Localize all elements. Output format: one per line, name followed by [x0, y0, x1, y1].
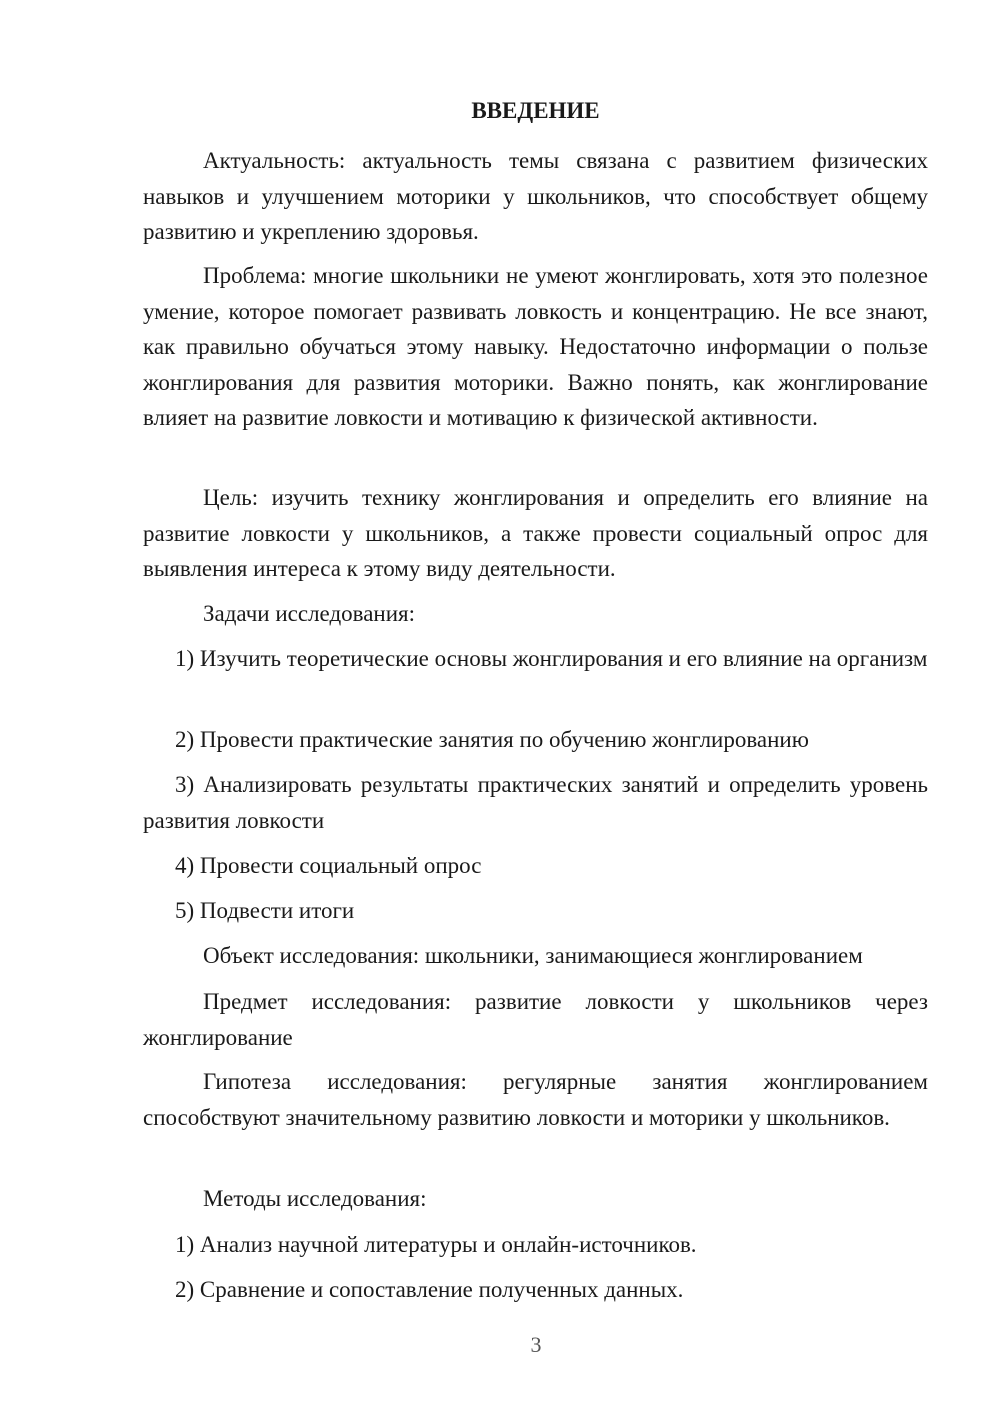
paragraph-object: Объект исследования: школьники, занимающиеся жонглированием: [203, 943, 863, 968]
method-item-2: 2) Сравнение и сопоставление полученных данных.: [175, 1277, 684, 1302]
task-item-3: 3) Анализировать результаты практических занятий и определить уровень развития ловкости: [143, 772, 928, 833]
methods-heading: Методы исследования:: [203, 1186, 427, 1211]
page-number: 3: [530, 1332, 542, 1357]
page-title: ВВЕДЕНИЕ: [471, 98, 600, 123]
method-item-1: 1) Анализ научной литературы и онлайн-источников.: [175, 1232, 697, 1257]
task-item-4: 4) Провести социальный опрос: [175, 853, 482, 878]
task-item-2: 2) Провести практические занятия по обучению жонглированию: [175, 727, 809, 752]
tasks-heading: Задачи исследования:: [203, 601, 416, 626]
paragraph-subject: Предмет исследования: развитие ловкости у школьников через жонглирование: [143, 989, 928, 1050]
paragraph-relevance: Актуальность: актуальность темы связана с развитием физических навыков и улучшением моторики у школьников, что способствует общему развитию и укреплению здоровья.: [143, 148, 928, 244]
paragraph-problem: Проблема: многие школьники не умеют жонглировать, хотя это полезное умение, которое помогает развивать ловкость и концентрацию. Не все знают, как правильно обучаться этому навыку. Недостаточно информации о пользе жонглирования для развития моторики. Важно понять, как жонглирование влияет на развитие ловкости и мотивацию к физической активности.: [143, 263, 928, 430]
paragraph-goal: Цель: изучить технику жонглирования и определить его влияние на развитие ловкости у школьников, а также провести социальный опрос для выявления интереса к этому виду деятельности.: [143, 485, 928, 581]
task-item-1: 1) Изучить теоретические основы жонглирования и его влияние на организм: [175, 646, 928, 671]
paragraph-hypothesis: Гипотеза исследования: регулярные занятия жонглированием способствуют значительному развитию ловкости и моторики у школьников.: [143, 1069, 928, 1130]
task-item-5: 5) Подвести итоги: [175, 898, 355, 923]
